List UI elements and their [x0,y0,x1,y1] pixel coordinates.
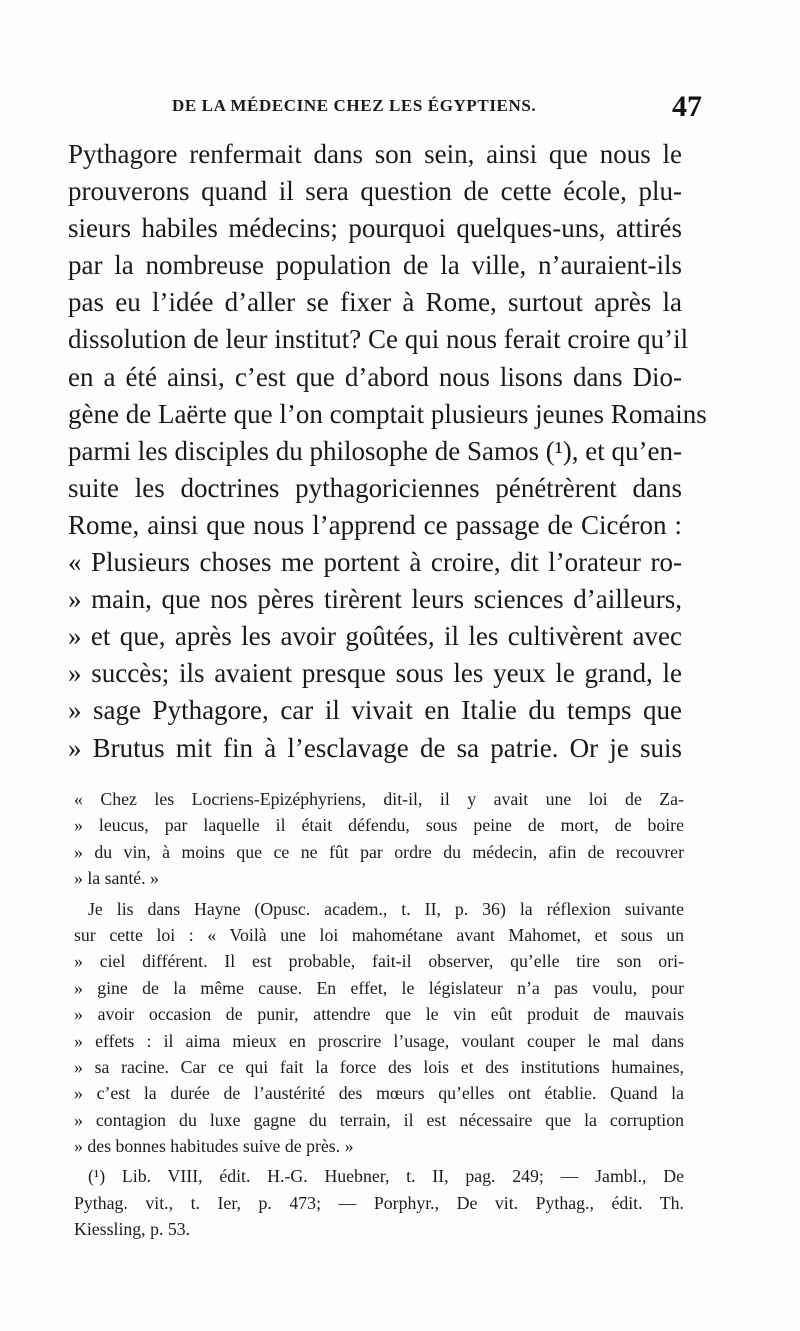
body-line: gène de Laërte que l’on comptait plusieurs jeunes Romains [68,398,707,429]
footnote-line: (¹) Lib. VIII, édit. H.-G. Huebner, t. II, pag. 249; — Jambl., De [88,1166,684,1187]
body-line: » succès; ils avaient presque sous les yeux le grand, le [68,658,682,689]
body-line: prouverons quand il sera question de cette école, plu- [68,176,682,207]
body-line: suite les doctrines pythagoriciennes pénétrèrent dans [68,472,682,503]
running-head [60,92,700,122]
quote-line: « Chez les Locriens-Epizéphyriens, dit-il, il y avait une loi de Za- [74,789,684,809]
body-line: Pythagore renfermait dans son sein, ainsi que nous le [68,139,682,169]
body-line: dissolution de leur institut? Ce qui nous ferait croire qu’il [68,324,689,355]
body-line: » et que, après les avoir goûtées, il les cultivèrent avec [68,621,682,652]
running-title: DE LA MÉDECINE CHEZ LES ÉGYPTIENS. [172,96,537,115]
page-number: 47 [672,90,702,123]
notes-block [74,786,684,1243]
main-text [68,136,707,767]
quote-line: » leucus, par laquelle il était défendu, sous peine de mort, de boire [74,815,684,836]
quote-line: » du vin, à moins que ce ne fût par ordre du médecin, afin de recouvrer [74,841,684,862]
hayne-line: » avoir occasion de punir, attendre que le vin eût produit de mauvais [74,1004,684,1025]
footnote-line: Pythag. vit., t. Ier, p. 473; — Porphyr., De vit. Pythag., édit. Th. [74,1192,684,1213]
quote-line: » la santé. » [74,868,159,889]
hayne-line: » contagion du luxe gagne du terrain, il est nécessaire que la corruption [74,1109,684,1130]
hayne-line: Je lis dans Hayne (Opusc. academ., t. II, p. 36) la réflexion suivante [88,898,684,919]
body-line: parmi les disciples du philosophe de Samos (¹), et qu’en- [68,435,682,466]
hayne-line: » effets : il aima mieux en proscrire l’usage, voulant couper le mal dans [74,1030,684,1051]
body-line: en a été ainsi, c’est que d’abord nous lisons dans Dio- [68,361,682,392]
body-line: par la nombreuse population de la ville, n’auraient-ils [68,250,682,281]
hayne-line: » c’est la durée de l’austérité des mœurs qu’elles ont établie. Quand la [74,1083,684,1104]
body-line: » main, que nos pères tirèrent leurs sciences d’ailleurs, [68,584,682,615]
hayne-line: » gine de la même cause. En effet, le législateur n’a pas voulu, pour [74,977,684,998]
body-line: » sage Pythagore, car il vivait en Italie du temps que [68,695,682,726]
hayne-line: sur cette loi : « Voilà une loi mahométane avant Mahomet, et sous un [74,924,684,945]
hayne-line: » des bonnes habitudes suive de près. » [74,1136,354,1157]
body-line: « Plusieurs choses me portent à croire, dit l’orateur ro- [68,547,682,578]
footnote-line: Kiessling, p. 53. [74,1219,191,1240]
body-line: » Brutus mit fin à l’esclavage de sa patrie. Or je suis [68,732,682,763]
hayne-line: » ciel différent. Il est probable, fait-il observer, qu’elle tire son ori- [74,951,684,972]
body-line: Rome, ainsi que nous l’apprend ce passage de Cicéron : [68,509,682,540]
body-line: sieurs habiles médecins; pourquoi quelques-uns, attirés [68,213,682,244]
hayne-line: » sa racine. Car ce qui fait la force des lois et des institutions humaines, [74,1056,684,1077]
body-line: pas eu l’idée d’aller se fixer à Rome, surtout après la [68,287,682,318]
